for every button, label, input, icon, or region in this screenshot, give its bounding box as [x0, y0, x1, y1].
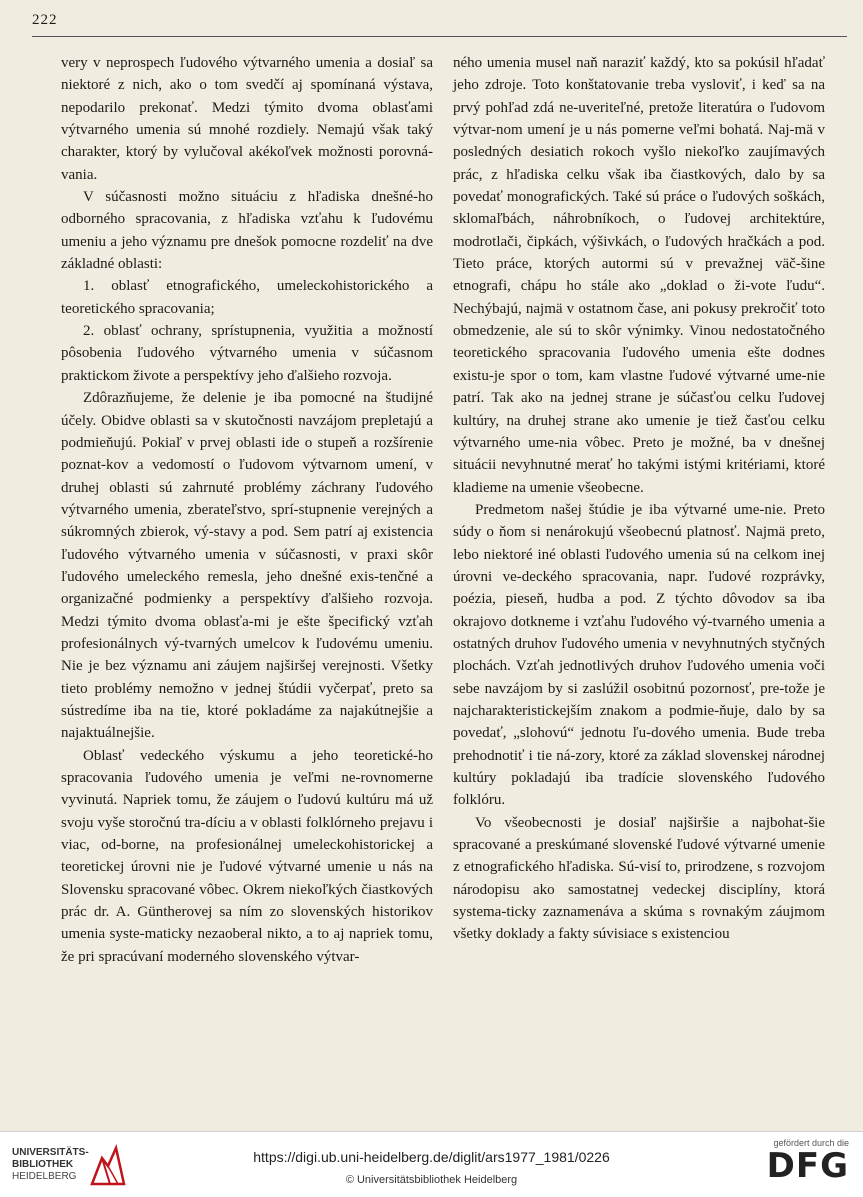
- paragraph: very v neprospech ľudového výtvarného umenia a dosiaľ sa niektoré z nich, ako o tom svedčí aj spomínaná výstava, nepodarilo prekonať. Medzi týmito dvoma oblasťami výtvarného umenia sú mnohé rozdiely. Nemajú však taký charakter, ktorý by vylučoval akékoľvek možnosti porovná-vania.: [61, 55, 433, 183]
- permalink[interactable]: [0, 1149, 863, 1165]
- dfg-note: gefördert durch die: [773, 1138, 849, 1148]
- left-column: [61, 52, 433, 968]
- right-column: [453, 52, 825, 946]
- paragraph: Vo všeobecnosti je dosiaľ najširšie a najbohat-šie spracované a preskúmané slovenské ľudové výtvarné umenie z etnografického hľadiska. Sú-visí to, prirodzene, s rozvojom národopisu ako samostatnej vedeckej disciplíny, ktorá systema-ticky zaznamenáva a skúma s rovnakým záujmom všetky doklady a fakty súvisiace s existenciou: [453, 814, 825, 943]
- library-name-line1: UNIVERSITÄTS-: [12, 1147, 89, 1158]
- paragraph: ného umenia musel naň naraziť každý, kto sa pokúsil hľadať jeho zdroje. Toto konštatovanie treba vysloviť, i keď sa na prvý pohľad zdá ne-uveriteľné, pretože literatúra o ľudovom výtvar-nom umení je u nás pomerne veľmi bohatá. Naj-mä v posledných desiatich rokoch vyšlo niekoľko zaujímavých prác, z hľadiska celku však iba čiastkových, dalo by sa povedať monografických. Také sú práce o ľudových soškách, sklomaľbách, náhrobníkoch, o ľudovej architektúre, modrotlači, čipkách, výšivkách, o ľudových hračkách a pod. Tieto práce, ktorých autormi sú v prevažnej väč-šine etnografi, chápu ho stále ako „doklad o ži-vote ľudu“. Nechýbajú, najmä v ostatnom čase, ani pokusy prekročiť toto obmedzenie, ale sú to skôr výnimky. Vinou nedostatočného teoretického spracovania ľudového umenia ešte dodnes existu-je spor o tom, kam vlastne ľudové výtvarné ume-nie patrí. Tak ako na jednej strane je súčasťou celku ľudovej kultúry, na druhej strane ako umenie je tiež časťou celku výtvarného ume-nia vôbec. Preto je možné, ba v dnešnej situácii nevyhnutné merať ho takými istými kritériami, ktoré kladieme na umenie všeobecne.: [453, 55, 825, 496]
- header-rule: [32, 36, 847, 37]
- page-number: 222: [32, 12, 58, 28]
- permalink-link[interactable]: https://digi.ub.uni-heidelberg.de/diglit/ars1977_1981/0226: [253, 1149, 610, 1165]
- dfg-block: [759, 1138, 849, 1184]
- list-item: 1. oblasť etnografického, umeleckohistorického a teoretického spracovania;: [61, 278, 433, 317]
- viewer-footer: [0, 1131, 863, 1197]
- paragraph: Zdôrazňujeme, že delenie je iba pomocné na študijné účely. Obidve oblasti sa v skutočnosti navzájom prepletajú a podmieňujú. Pokiaľ v prvej oblasti ide o stupeň a rozšírenie poznat-kov a vedomostí o ľudovom výtvarnom umení, v druhej oblasti sú zahrnuté problémy záchrany ľudového výtvarného umenia, zberateľstvo, sprí-stupnenie verejných a súkromných zbierok, vý-stavy a pod. Sem patrí aj existencia ľudového výtvarného umenia v súčasnosti, v praxi skôr ľudového umeleckého remesla, jeho dnešné exis-tenčné a organizačné podmienky a perspektívy ďalšieho rozvoja. Medzi týmito dvoma oblasťa-mi je ešte špecifický vzťah profesionálnych vý-tvarných umelcov k ľudovému umeniu. Nie je bez významu ani záujem najširšej verejnosti. Všetky tieto problémy nemožno v jednej štúdii vyčerpať, preto sa sústredíme iba na tie, ktoré pokladáme za najakútnejšie a najaktuálnejšie.: [61, 390, 433, 742]
- paragraph: V súčasnosti možno situáciu z hľadiska dnešné-ho odborného spracovania, z hľadiska vzťahu k ľudovému umeniu a jeho významu pre dnešok pomocne rozdeliť na dve základné oblasti:: [61, 189, 433, 273]
- paragraph: Oblasť vedeckého výskumu a jeho teoretické-ho spracovania ľudového umenia je veľmi ne-rovnomerne vyvinutá. Napriek tomu, že záujem o ľudovú kultúru má už svoju vyše storočnú tra-díciu a v oblasti folklórneho prejavu i viac, od-borne, na profesionálnej umeleckohistorickej a teoretickej úrovni nie je ľudové výtvarné umenie u nás na Slovensku spracované vôbec. Okrem niekoľkých čiastkových prác dr. A. Güntherovej sa ním zo slovenských historikov umenia syste-maticky nezaoberal nikto, a to aj napriek tomu, že pri spracúvaní moderného slovenského výtvar-: [61, 747, 433, 965]
- paragraph: Predmetom našej štúdie je iba výtvarné ume-nie. Preto súdy o ňom si nenárokujú všeobecnú platnosť. Najmä preto, lebo niektoré iné oblasti ľudového umenia sú na celkom inej úrovni ve-deckého spracovania, napr. ľudové rozprávky, poézia, pieseň, hudba a pod. Z týchto dôvodov sa iba okrajovo dotkneme i vzťahu ľudového vý-tvarného umenia a ostatných druhov ľudového umenia v nevyhnutných styčných plochách. Vzťah jednotlivých druhov ľudového umenia voči sebe navzájom by si zaslúžil osobitnú pozornosť, pre-tože je najcharakteristickejším znakom a podmie-ňuje, dalo by sa povedať, „slohovú“ jednotu ľu-dového umenia. Bude treba prehodnotiť i tie ná-zory, ktoré za základ slovenskej národnej kultúry pokladajú iba tradície slovenského ľudového folklóru.: [453, 501, 825, 809]
- copyright-notice: © Universitätsbibliothek Heidelberg: [345, 1174, 518, 1186]
- library-name-line2: BIBLIOTHEK: [12, 1159, 74, 1170]
- library-name-line3: HEIDELBERG: [12, 1171, 77, 1182]
- dfg-logo-icon[interactable]: DFG: [766, 1146, 849, 1186]
- list-item: 2. oblasť ochrany, sprístupnenia, využitia a možností pôsobenia ľudového výtvarného umenia v súčasnom praktickom živote a perspektívy jeho ďalšieho rozvoja.: [61, 323, 433, 384]
